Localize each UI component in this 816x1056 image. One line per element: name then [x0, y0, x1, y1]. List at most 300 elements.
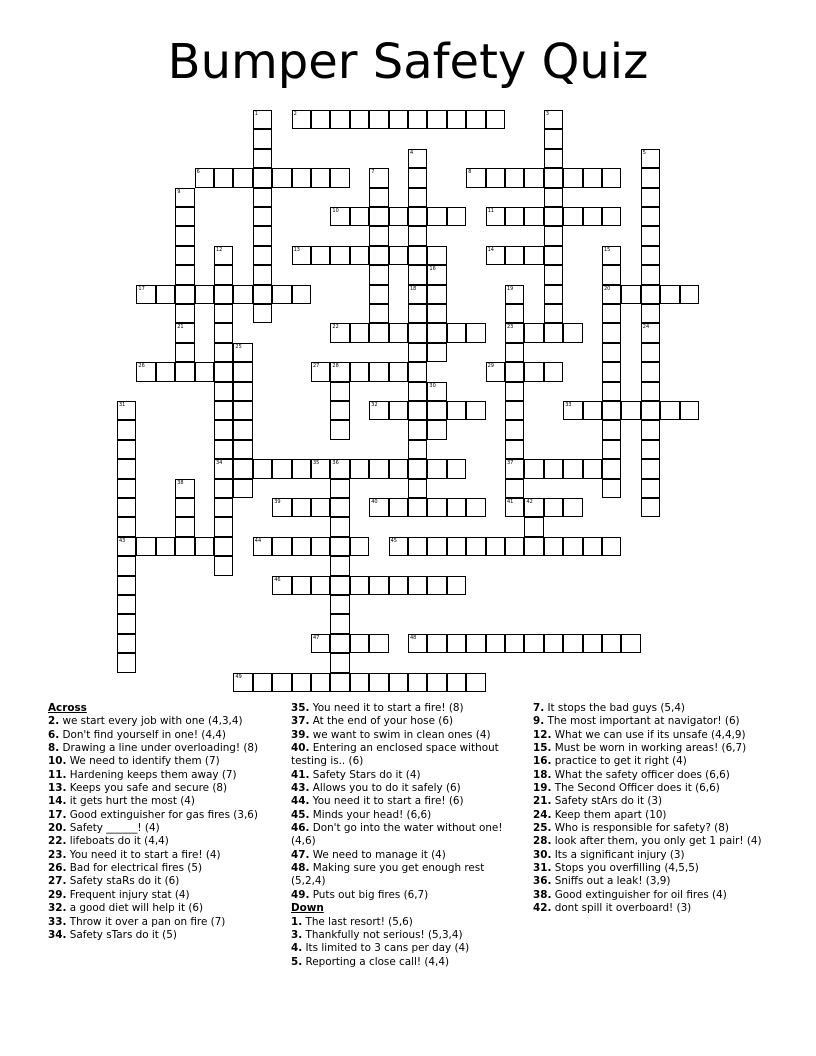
crossword-cell[interactable]: [330, 653, 349, 672]
crossword-cell[interactable]: [602, 440, 621, 459]
crossword-cell[interactable]: [117, 634, 136, 653]
crossword-cell[interactable]: [369, 673, 388, 692]
crossword-cell[interactable]: [524, 362, 543, 381]
crossword-cell[interactable]: [272, 285, 291, 304]
crossword-cell[interactable]: [292, 673, 311, 692]
crossword-cell[interactable]: [544, 149, 563, 168]
crossword-cell[interactable]: [544, 304, 563, 323]
crossword-cell[interactable]: [350, 110, 369, 129]
crossword-cell[interactable]: [117, 440, 136, 459]
crossword-cell[interactable]: [408, 673, 427, 692]
crossword-cell[interactable]: [175, 285, 194, 304]
crossword-cell[interactable]: [369, 401, 388, 420]
crossword-cell[interactable]: [195, 537, 214, 556]
crossword-cell[interactable]: [427, 265, 446, 284]
crossword-cell[interactable]: [350, 207, 369, 226]
crossword-cell[interactable]: [350, 459, 369, 478]
crossword-cell[interactable]: [641, 440, 660, 459]
crossword-cell[interactable]: [214, 362, 233, 381]
crossword-cell[interactable]: [369, 634, 388, 653]
crossword-cell[interactable]: [369, 168, 388, 187]
crossword-cell[interactable]: [427, 343, 446, 362]
crossword-cell[interactable]: [350, 576, 369, 595]
crossword-cell[interactable]: [505, 420, 524, 439]
crossword-cell[interactable]: [466, 498, 485, 517]
crossword-cell[interactable]: [602, 246, 621, 265]
crossword-cell[interactable]: [330, 614, 349, 633]
crossword-cell[interactable]: [350, 323, 369, 342]
crossword-cell[interactable]: [602, 420, 621, 439]
crossword-cell[interactable]: [233, 459, 252, 478]
crossword-cell[interactable]: [408, 440, 427, 459]
crossword-cell[interactable]: [117, 576, 136, 595]
crossword-cell[interactable]: [175, 479, 194, 498]
crossword-cell[interactable]: [330, 323, 349, 342]
crossword-cell[interactable]: [253, 246, 272, 265]
crossword-cell[interactable]: [253, 149, 272, 168]
crossword-cell[interactable]: [641, 226, 660, 245]
crossword-cell[interactable]: [427, 401, 446, 420]
crossword-cell[interactable]: [524, 323, 543, 342]
crossword-cell[interactable]: [544, 110, 563, 129]
crossword-cell[interactable]: [311, 110, 330, 129]
crossword-cell[interactable]: [544, 459, 563, 478]
crossword-cell[interactable]: [447, 110, 466, 129]
crossword-cell[interactable]: [427, 537, 446, 556]
crossword-cell[interactable]: [233, 479, 252, 498]
crossword-cell[interactable]: [253, 459, 272, 478]
crossword-cell[interactable]: [544, 323, 563, 342]
crossword-cell[interactable]: [563, 498, 582, 517]
crossword-cell[interactable]: [369, 304, 388, 323]
crossword-cell[interactable]: [641, 265, 660, 284]
crossword-cell[interactable]: [427, 634, 446, 653]
crossword-cell[interactable]: [369, 362, 388, 381]
crossword-cell[interactable]: [117, 498, 136, 517]
crossword-cell[interactable]: [408, 362, 427, 381]
crossword-cell[interactable]: [253, 168, 272, 187]
crossword-cell[interactable]: [408, 207, 427, 226]
crossword-cell[interactable]: [641, 168, 660, 187]
crossword-cell[interactable]: [233, 401, 252, 420]
crossword-cell[interactable]: [311, 576, 330, 595]
crossword-cell[interactable]: [466, 634, 485, 653]
crossword-cell[interactable]: [641, 420, 660, 439]
crossword-cell[interactable]: [175, 226, 194, 245]
crossword-cell[interactable]: [544, 246, 563, 265]
crossword-cell[interactable]: [621, 401, 640, 420]
crossword-cell[interactable]: [214, 246, 233, 265]
crossword-cell[interactable]: [563, 401, 582, 420]
crossword-cell[interactable]: [505, 304, 524, 323]
crossword-cell[interactable]: [447, 673, 466, 692]
crossword-cell[interactable]: [330, 362, 349, 381]
crossword-cell[interactable]: [253, 188, 272, 207]
crossword-cell[interactable]: [311, 498, 330, 517]
crossword-cell[interactable]: [253, 226, 272, 245]
crossword-cell[interactable]: [486, 634, 505, 653]
crossword-cell[interactable]: [311, 634, 330, 653]
crossword-cell[interactable]: [505, 498, 524, 517]
crossword-cell[interactable]: [486, 207, 505, 226]
crossword-cell[interactable]: [253, 673, 272, 692]
crossword-cell[interactable]: [641, 188, 660, 207]
crossword-cell[interactable]: [602, 304, 621, 323]
crossword-cell[interactable]: [311, 362, 330, 381]
crossword-cell[interactable]: [427, 246, 446, 265]
crossword-cell[interactable]: [408, 246, 427, 265]
crossword-cell[interactable]: [447, 537, 466, 556]
crossword-cell[interactable]: [350, 634, 369, 653]
crossword-cell[interactable]: [408, 459, 427, 478]
crossword-cell[interactable]: [389, 401, 408, 420]
crossword-cell[interactable]: [389, 246, 408, 265]
crossword-cell[interactable]: [330, 401, 349, 420]
crossword-cell[interactable]: [505, 440, 524, 459]
crossword-cell[interactable]: [253, 304, 272, 323]
crossword-cell[interactable]: [175, 246, 194, 265]
crossword-cell[interactable]: [408, 285, 427, 304]
crossword-cell[interactable]: [427, 420, 446, 439]
crossword-cell[interactable]: [602, 479, 621, 498]
crossword-cell[interactable]: [466, 537, 485, 556]
crossword-cell[interactable]: [583, 401, 602, 420]
crossword-cell[interactable]: [369, 188, 388, 207]
crossword-cell[interactable]: [505, 459, 524, 478]
crossword-cell[interactable]: [272, 537, 291, 556]
crossword-cell[interactable]: [233, 382, 252, 401]
crossword-cell[interactable]: [544, 537, 563, 556]
crossword-cell[interactable]: [330, 498, 349, 517]
crossword-cell[interactable]: [408, 498, 427, 517]
crossword-cell[interactable]: [602, 323, 621, 342]
crossword-cell[interactable]: [389, 673, 408, 692]
crossword-cell[interactable]: [583, 207, 602, 226]
crossword-cell[interactable]: [563, 168, 582, 187]
crossword-cell[interactable]: [563, 459, 582, 478]
crossword-cell[interactable]: [505, 246, 524, 265]
crossword-cell[interactable]: [544, 207, 563, 226]
crossword-cell[interactable]: [563, 537, 582, 556]
crossword-cell[interactable]: [389, 537, 408, 556]
crossword-cell[interactable]: [524, 168, 543, 187]
crossword-cell[interactable]: [369, 226, 388, 245]
crossword-cell[interactable]: [602, 537, 621, 556]
crossword-cell[interactable]: [408, 343, 427, 362]
crossword-cell[interactable]: [505, 382, 524, 401]
crossword-cell[interactable]: [369, 207, 388, 226]
crossword-cell[interactable]: [447, 323, 466, 342]
crossword-cell[interactable]: [408, 537, 427, 556]
crossword-cell[interactable]: [330, 382, 349, 401]
crossword-cell[interactable]: [136, 285, 155, 304]
crossword-cell[interactable]: [408, 188, 427, 207]
crossword-cell[interactable]: [389, 498, 408, 517]
crossword-cell[interactable]: [544, 362, 563, 381]
crossword-cell[interactable]: [583, 168, 602, 187]
crossword-cell[interactable]: [427, 207, 446, 226]
crossword-cell[interactable]: [330, 168, 349, 187]
crossword-cell[interactable]: [369, 323, 388, 342]
crossword-cell[interactable]: [369, 576, 388, 595]
crossword-cell[interactable]: [233, 420, 252, 439]
crossword-cell[interactable]: [292, 576, 311, 595]
crossword-cell[interactable]: [505, 537, 524, 556]
crossword-cell[interactable]: [408, 401, 427, 420]
crossword-cell[interactable]: [408, 420, 427, 439]
crossword-cell[interactable]: [292, 110, 311, 129]
crossword-cell[interactable]: [175, 498, 194, 517]
crossword-cell[interactable]: [602, 634, 621, 653]
crossword-cell[interactable]: [175, 207, 194, 226]
crossword-cell[interactable]: [389, 459, 408, 478]
crossword-cell[interactable]: [505, 362, 524, 381]
crossword-cell[interactable]: [466, 168, 485, 187]
crossword-cell[interactable]: [427, 673, 446, 692]
crossword-cell[interactable]: [621, 634, 640, 653]
crossword-cell[interactable]: [175, 343, 194, 362]
crossword-cell[interactable]: [408, 110, 427, 129]
crossword-cell[interactable]: [350, 673, 369, 692]
crossword-cell[interactable]: [505, 634, 524, 653]
crossword-cell[interactable]: [175, 265, 194, 284]
crossword-cell[interactable]: [408, 168, 427, 187]
crossword-cell[interactable]: [369, 265, 388, 284]
crossword-cell[interactable]: [427, 323, 446, 342]
crossword-cell[interactable]: [524, 517, 543, 536]
crossword-cell[interactable]: [427, 498, 446, 517]
crossword-cell[interactable]: [427, 576, 446, 595]
crossword-cell[interactable]: [524, 634, 543, 653]
crossword-cell[interactable]: [544, 498, 563, 517]
crossword-cell[interactable]: [389, 362, 408, 381]
crossword-cell[interactable]: [602, 362, 621, 381]
crossword-cell[interactable]: [272, 168, 291, 187]
crossword-cell[interactable]: [272, 673, 291, 692]
crossword-cell[interactable]: [447, 401, 466, 420]
crossword-cell[interactable]: [544, 188, 563, 207]
crossword-cell[interactable]: [602, 459, 621, 478]
crossword-cell[interactable]: [427, 459, 446, 478]
crossword-cell[interactable]: [330, 537, 349, 556]
crossword-cell[interactable]: [641, 323, 660, 342]
crossword-cell[interactable]: [621, 285, 640, 304]
crossword-cell[interactable]: [330, 110, 349, 129]
crossword-cell[interactable]: [408, 265, 427, 284]
crossword-cell[interactable]: [466, 110, 485, 129]
crossword-cell[interactable]: [408, 226, 427, 245]
crossword-cell[interactable]: [195, 285, 214, 304]
crossword-cell[interactable]: [214, 382, 233, 401]
crossword-cell[interactable]: [195, 362, 214, 381]
crossword-cell[interactable]: [311, 459, 330, 478]
crossword-cell[interactable]: [272, 576, 291, 595]
crossword-cell[interactable]: [350, 537, 369, 556]
crossword-cell[interactable]: [486, 110, 505, 129]
crossword-cell[interactable]: [641, 459, 660, 478]
crossword-cell[interactable]: [408, 576, 427, 595]
crossword-cell[interactable]: [641, 246, 660, 265]
crossword-cell[interactable]: [214, 285, 233, 304]
crossword-cell[interactable]: [524, 537, 543, 556]
crossword-cell[interactable]: [311, 246, 330, 265]
crossword-cell[interactable]: [544, 634, 563, 653]
crossword-cell[interactable]: [330, 556, 349, 575]
crossword-cell[interactable]: [117, 614, 136, 633]
crossword-cell[interactable]: [486, 362, 505, 381]
crossword-cell[interactable]: [524, 498, 543, 517]
crossword-cell[interactable]: [214, 343, 233, 362]
crossword-cell[interactable]: [117, 595, 136, 614]
crossword-cell[interactable]: [408, 634, 427, 653]
crossword-cell[interactable]: [175, 304, 194, 323]
crossword-cell[interactable]: [369, 285, 388, 304]
crossword-cell[interactable]: [408, 323, 427, 342]
crossword-cell[interactable]: [602, 168, 621, 187]
crossword-cell[interactable]: [253, 129, 272, 148]
crossword-cell[interactable]: [389, 110, 408, 129]
crossword-cell[interactable]: [330, 207, 349, 226]
crossword-cell[interactable]: [175, 323, 194, 342]
crossword-cell[interactable]: [117, 653, 136, 672]
crossword-cell[interactable]: [330, 595, 349, 614]
crossword-cell[interactable]: [292, 285, 311, 304]
crossword-cell[interactable]: [369, 110, 388, 129]
crossword-cell[interactable]: [272, 459, 291, 478]
crossword-cell[interactable]: [214, 556, 233, 575]
crossword-cell[interactable]: [680, 401, 699, 420]
crossword-cell[interactable]: [292, 537, 311, 556]
crossword-cell[interactable]: [214, 304, 233, 323]
crossword-cell[interactable]: [233, 440, 252, 459]
crossword-cell[interactable]: [292, 168, 311, 187]
crossword-cell[interactable]: [175, 188, 194, 207]
crossword-cell[interactable]: [641, 382, 660, 401]
crossword-cell[interactable]: [544, 129, 563, 148]
crossword-cell[interactable]: [524, 246, 543, 265]
crossword-cell[interactable]: [389, 207, 408, 226]
crossword-cell[interactable]: [602, 401, 621, 420]
crossword-cell[interactable]: [602, 265, 621, 284]
crossword-cell[interactable]: [117, 556, 136, 575]
crossword-cell[interactable]: [505, 401, 524, 420]
crossword-cell[interactable]: [136, 537, 155, 556]
crossword-cell[interactable]: [253, 265, 272, 284]
crossword-cell[interactable]: [505, 323, 524, 342]
crossword-cell[interactable]: [524, 207, 543, 226]
crossword-cell[interactable]: [641, 285, 660, 304]
crossword-cell[interactable]: [427, 285, 446, 304]
crossword-cell[interactable]: [330, 517, 349, 536]
crossword-cell[interactable]: [369, 498, 388, 517]
crossword-cell[interactable]: [447, 498, 466, 517]
crossword-cell[interactable]: [195, 168, 214, 187]
crossword-cell[interactable]: [505, 343, 524, 362]
crossword-cell[interactable]: [214, 537, 233, 556]
crossword-cell[interactable]: [583, 537, 602, 556]
crossword-cell[interactable]: [214, 168, 233, 187]
crossword-cell[interactable]: [602, 382, 621, 401]
crossword-cell[interactable]: [641, 362, 660, 381]
crossword-cell[interactable]: [214, 517, 233, 536]
crossword-cell[interactable]: [641, 304, 660, 323]
crossword-cell[interactable]: [253, 285, 272, 304]
crossword-cell[interactable]: [408, 479, 427, 498]
crossword-cell[interactable]: [505, 479, 524, 498]
crossword-cell[interactable]: [214, 323, 233, 342]
crossword-cell[interactable]: [330, 576, 349, 595]
crossword-cell[interactable]: [233, 362, 252, 381]
crossword-cell[interactable]: [641, 149, 660, 168]
crossword-cell[interactable]: [641, 207, 660, 226]
crossword-cell[interactable]: [524, 459, 543, 478]
crossword-cell[interactable]: [660, 401, 679, 420]
crossword-cell[interactable]: [214, 459, 233, 478]
crossword-cell[interactable]: [214, 498, 233, 517]
crossword-cell[interactable]: [563, 323, 582, 342]
crossword-cell[interactable]: [330, 634, 349, 653]
crossword-cell[interactable]: [214, 479, 233, 498]
crossword-cell[interactable]: [253, 537, 272, 556]
crossword-cell[interactable]: [214, 420, 233, 439]
crossword-cell[interactable]: [175, 537, 194, 556]
crossword-cell[interactable]: [583, 634, 602, 653]
crossword-cell[interactable]: [292, 459, 311, 478]
crossword-cell[interactable]: [369, 459, 388, 478]
crossword-cell[interactable]: [311, 673, 330, 692]
crossword-cell[interactable]: [583, 459, 602, 478]
crossword-cell[interactable]: [117, 401, 136, 420]
crossword-cell[interactable]: [156, 285, 175, 304]
crossword-cell[interactable]: [214, 440, 233, 459]
crossword-cell[interactable]: [233, 673, 252, 692]
crossword-cell[interactable]: [447, 576, 466, 595]
crossword-cell[interactable]: [563, 207, 582, 226]
crossword-cell[interactable]: [330, 459, 349, 478]
crossword-cell[interactable]: [641, 401, 660, 420]
crossword-cell[interactable]: [253, 207, 272, 226]
crossword-cell[interactable]: [330, 246, 349, 265]
crossword-cell[interactable]: [311, 168, 330, 187]
crossword-cell[interactable]: [641, 479, 660, 498]
crossword-cell[interactable]: [486, 537, 505, 556]
crossword-cell[interactable]: [369, 246, 388, 265]
crossword-cell[interactable]: [486, 246, 505, 265]
crossword-cell[interactable]: [214, 401, 233, 420]
crossword-cell[interactable]: [117, 420, 136, 439]
crossword-cell[interactable]: [233, 343, 252, 362]
crossword-cell[interactable]: [466, 401, 485, 420]
crossword-cell[interactable]: [544, 265, 563, 284]
crossword-cell[interactable]: [602, 285, 621, 304]
crossword-cell[interactable]: [544, 168, 563, 187]
crossword-cell[interactable]: [447, 207, 466, 226]
crossword-cell[interactable]: [330, 420, 349, 439]
crossword-cell[interactable]: [544, 285, 563, 304]
crossword-cell[interactable]: [350, 362, 369, 381]
crossword-cell[interactable]: [505, 168, 524, 187]
crossword-cell[interactable]: [214, 265, 233, 284]
crossword-cell[interactable]: [350, 246, 369, 265]
crossword-cell[interactable]: [175, 517, 194, 536]
crossword-cell[interactable]: [389, 323, 408, 342]
crossword-cell[interactable]: [641, 498, 660, 517]
crossword-cell[interactable]: [505, 207, 524, 226]
crossword-cell[interactable]: [233, 168, 252, 187]
crossword-cell[interactable]: [117, 479, 136, 498]
crossword-cell[interactable]: [544, 226, 563, 245]
crossword-cell[interactable]: [408, 304, 427, 323]
